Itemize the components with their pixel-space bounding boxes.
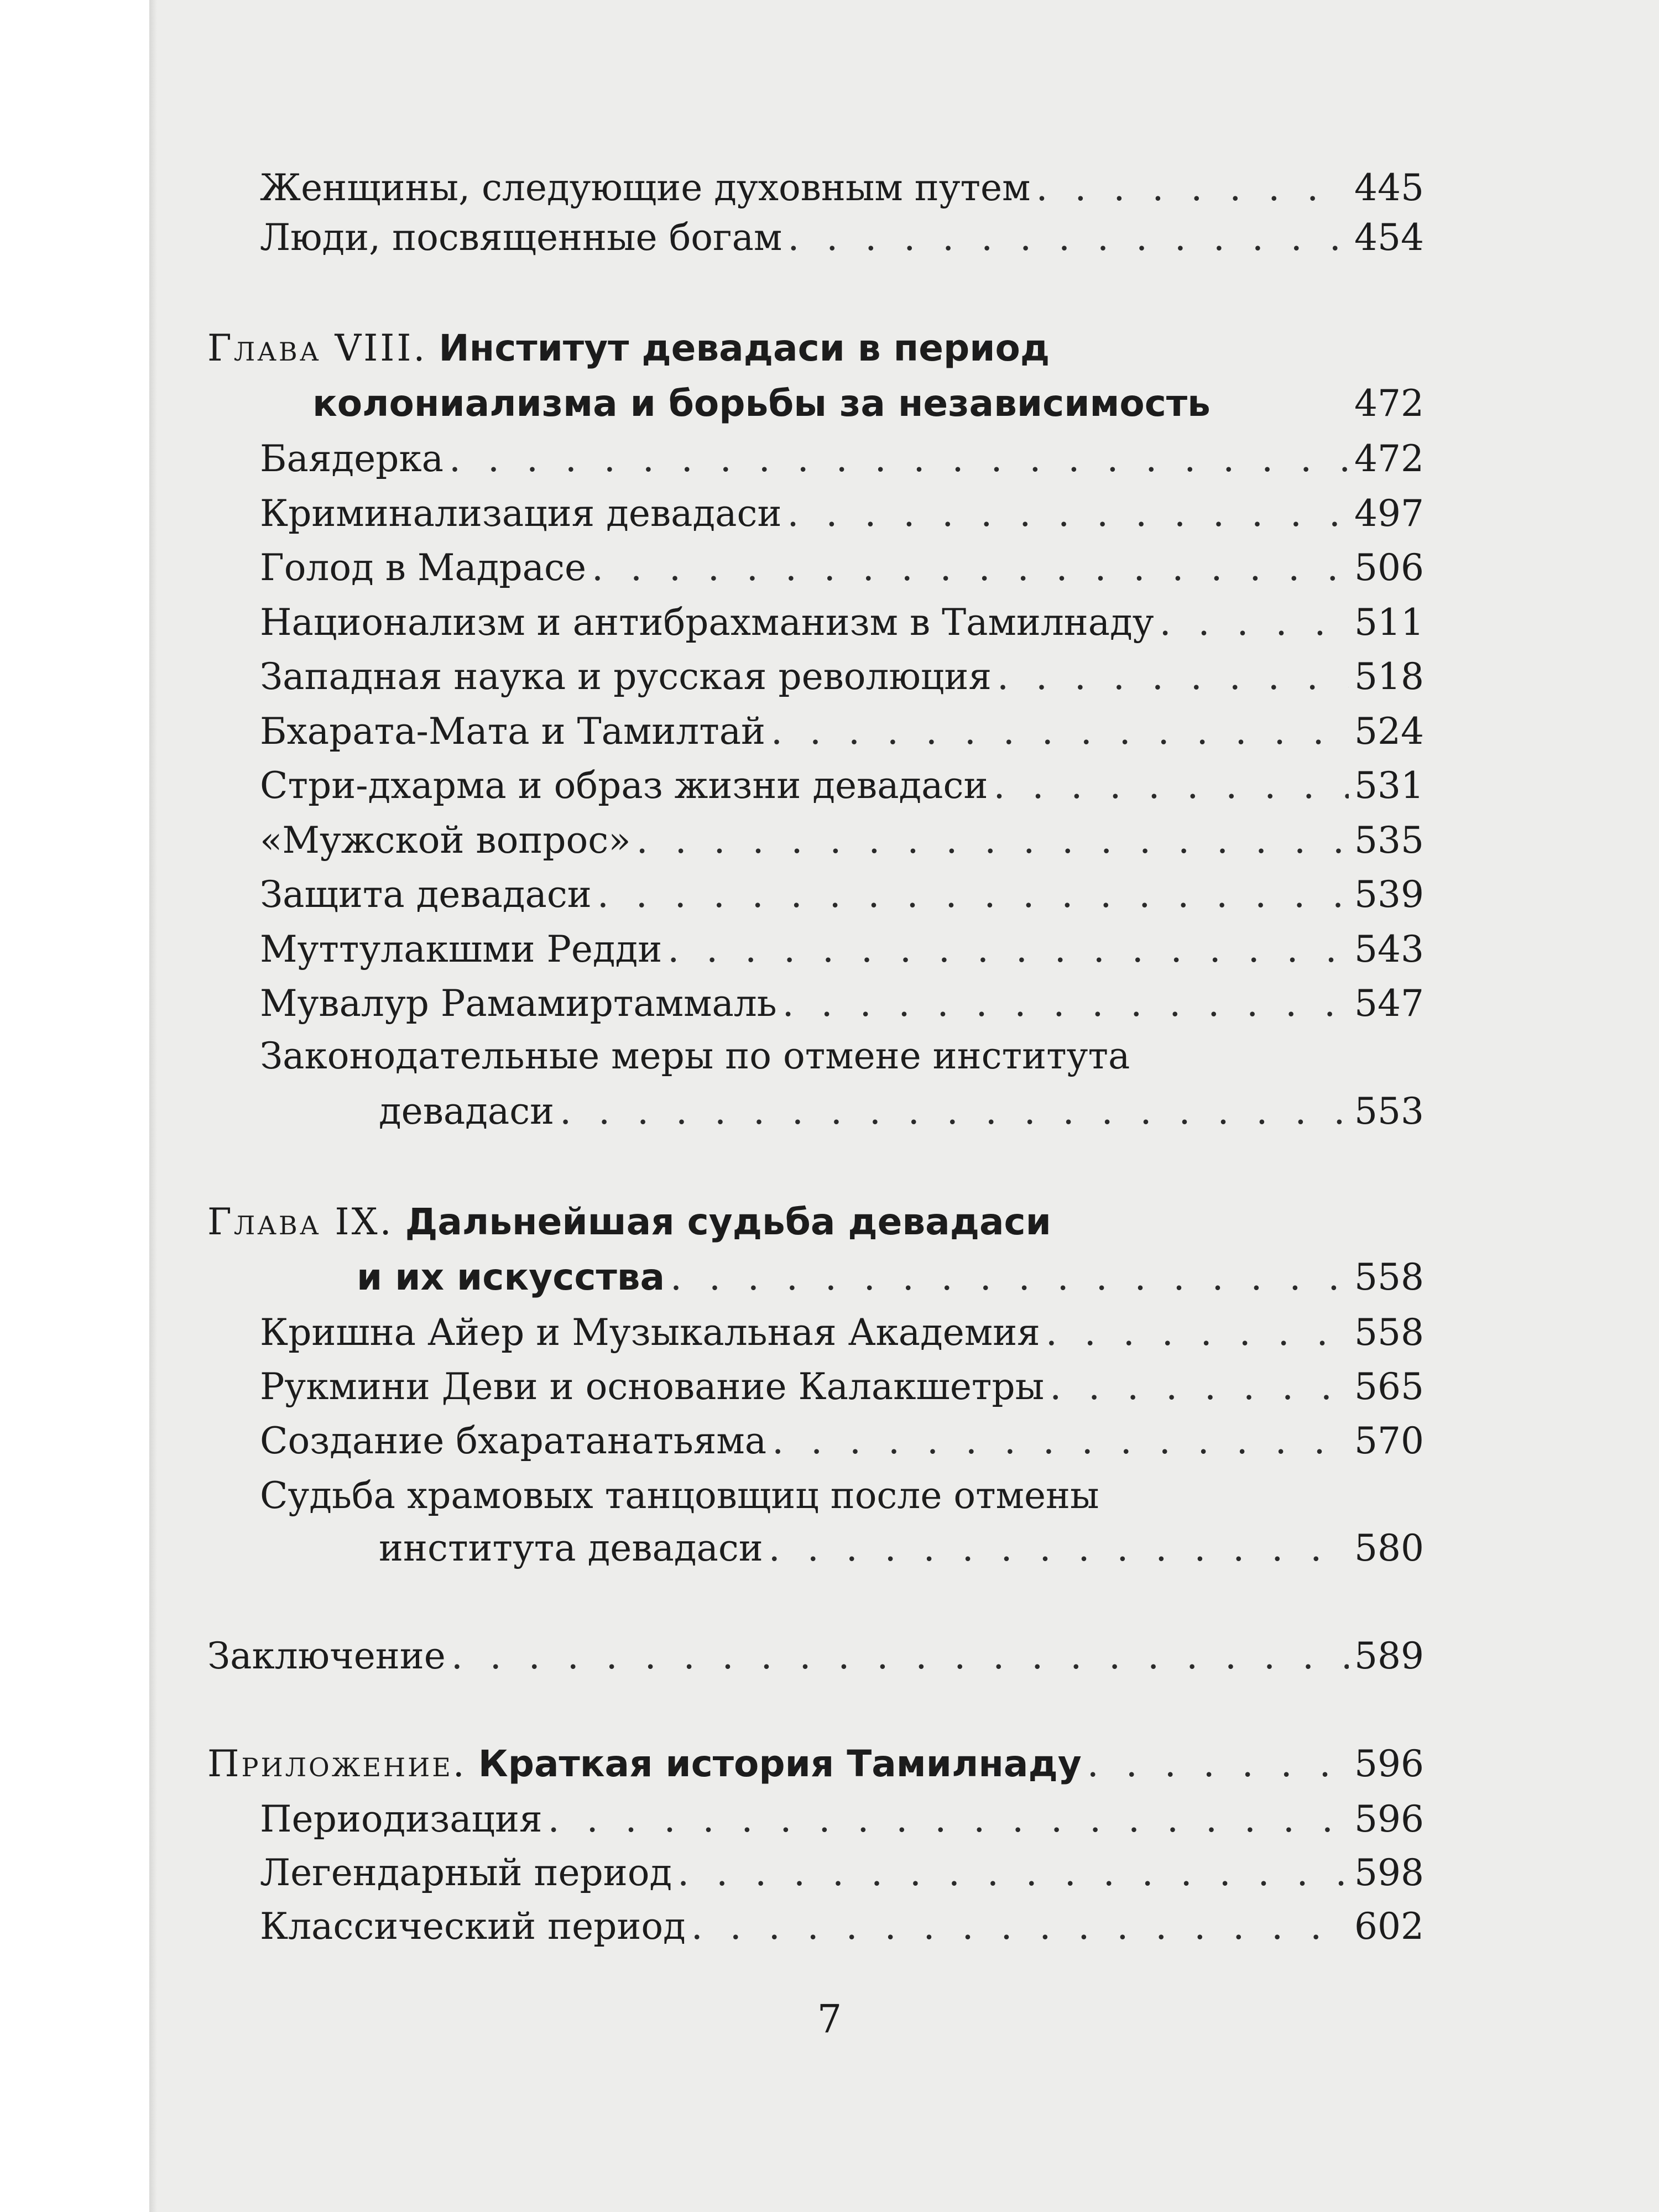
leader-dots [1036, 166, 1349, 210]
leader-dots [677, 1851, 1349, 1895]
leader-dots [548, 1797, 1349, 1841]
toc-entry [260, 655, 1424, 699]
appendix-title: Краткая история Тамилнаду [478, 1743, 1082, 1785]
conclusion-label: Заключение [207, 1635, 446, 1677]
toc-entry-label: Кришна Айер и Музыкальная Академия [260, 1311, 1040, 1354]
leader-dots [560, 1089, 1349, 1134]
toc-entry-page: 445 [1354, 166, 1424, 209]
toc-entry-label: Голод в Мадрасе [260, 546, 587, 589]
toc-entry-page: 547 [1354, 982, 1424, 1025]
toc-entry-page: 497 [1354, 492, 1424, 535]
toc-entry-label: Женщины, следующие духовным путем [260, 166, 1031, 209]
conclusion-page: 589 [1354, 1635, 1424, 1677]
chapter-8-heading [207, 326, 1050, 371]
toc-entry-page: 543 [1354, 927, 1424, 971]
appendix-heading [207, 1742, 1424, 1786]
toc-entry-page: 454 [1354, 216, 1424, 259]
toc-entry-page: 558 [1354, 1311, 1424, 1354]
toc-entry [260, 1905, 1424, 1949]
leader-dots [449, 437, 1349, 481]
toc-entry-page: 602 [1354, 1905, 1424, 1948]
chapter-9-title-line2: и их искусства [357, 1256, 665, 1298]
leader-dots [787, 216, 1349, 260]
conclusion-entry [207, 1634, 1424, 1678]
leader-dots [667, 927, 1349, 972]
toc-entry [260, 216, 1424, 260]
toc-entry-page: 598 [1354, 1851, 1424, 1894]
appendix-prefix: Приложение. [207, 1743, 467, 1785]
toc-entry-page: 472 [1354, 437, 1424, 480]
leader-dots [787, 492, 1349, 536]
toc-entry-label: Стри-дхарма и образ жизни девадаси [260, 764, 988, 807]
appendix-page: 596 [1354, 1743, 1424, 1785]
toc-entry-multiline [260, 1034, 1130, 1078]
toc-entry [260, 546, 1424, 590]
toc-entry [260, 982, 1424, 1026]
chapter-9-prefix: Глава IX. [207, 1201, 394, 1243]
toc-entry [260, 1797, 1424, 1841]
toc-entry-page: 565 [1354, 1365, 1424, 1408]
leader-dots [1160, 601, 1349, 645]
chapter-8-title-entry [312, 382, 1424, 426]
toc-entry-label: Западная наука и русская революция [260, 655, 992, 698]
toc-entry-label-line1: Судьба храмовых танцовщиц после отмены [260, 1474, 1099, 1517]
chapter-8-page: 472 [1354, 382, 1424, 425]
leader-dots [637, 818, 1349, 863]
toc-entry-label: Легендарный период [260, 1851, 672, 1894]
toc-entry-label: Муттулакшми Редди [260, 927, 662, 971]
leader-dots [670, 1255, 1349, 1300]
leader-dots [691, 1905, 1349, 1949]
leader-dots [769, 1526, 1349, 1571]
toc-entry-label: Баядерка [260, 437, 444, 480]
toc-entry-label-line1: Законодательные меры по отмене института [260, 1035, 1130, 1077]
toc-entry [260, 166, 1424, 210]
toc-entry [260, 709, 1424, 754]
toc-entry-label: Мувалур Рамамиртаммаль [260, 982, 777, 1025]
toc-entry-label-line2: института девадаси [379, 1527, 763, 1569]
chapter-8-title-line2: колониализма и борьбы за независимость [312, 382, 1211, 425]
chapter-8-title-line1: Институт девадаси в период [439, 327, 1050, 369]
toc-entry-page: 580 [1354, 1527, 1424, 1569]
leader-dots [771, 709, 1349, 754]
appendix-heading-text [207, 1742, 1082, 1786]
chapter-8-prefix: Глава VIII. [207, 327, 427, 369]
toc-entry-page: 596 [1354, 1798, 1424, 1840]
chapter-9-heading [207, 1200, 1051, 1244]
toc-entry-page: 518 [1354, 655, 1424, 698]
leader-dots [1050, 1365, 1349, 1409]
toc-entry [379, 1089, 1424, 1134]
toc-entry-label: Люди, посвященные богам [260, 216, 782, 259]
leader-dots [782, 982, 1349, 1026]
toc-entry-page: 531 [1354, 764, 1424, 807]
toc-entry [260, 927, 1424, 972]
leader-dots [994, 764, 1349, 808]
toc-entry-page: 570 [1354, 1420, 1424, 1462]
page-number: 7 [817, 1996, 842, 2042]
toc-entry-page: 524 [1354, 709, 1424, 753]
toc-entry-label: Бхарата-Мата и Тамилтай [260, 709, 766, 753]
toc-entry-label: Периодизация [260, 1798, 542, 1840]
toc-entry [260, 873, 1424, 917]
toc-entry [260, 1311, 1424, 1355]
toc-entry-label: Рукмини Деви и основание Калакшетры [260, 1365, 1045, 1408]
leader-dots [997, 655, 1349, 699]
leader-dots [597, 873, 1349, 917]
toc-entry [260, 492, 1424, 536]
toc-entry-label: «Мужской вопрос» [260, 818, 631, 862]
toc-entry-label: Криминализация девадаси [260, 492, 782, 535]
toc-entry-multiline [260, 1474, 1099, 1518]
toc-entry [260, 818, 1424, 863]
chapter-9-title-line1: Дальнейшая судьба девадаси [405, 1201, 1051, 1243]
toc-entry-page: 506 [1354, 546, 1424, 589]
toc-entry-page: 539 [1354, 873, 1424, 916]
toc-entry [260, 601, 1424, 645]
toc-entry-page: 553 [1354, 1090, 1424, 1133]
toc-entry-label-line2: девадаси [379, 1090, 555, 1133]
toc-entry-label: Создание бхаратанатьяма [260, 1420, 767, 1462]
toc-entry [260, 1365, 1424, 1409]
toc-entry-label: Классический период [260, 1905, 686, 1948]
toc-entry [260, 764, 1424, 808]
toc-entry [379, 1526, 1424, 1571]
leader-dots [592, 546, 1349, 590]
leader-dots [451, 1634, 1349, 1678]
leader-dots [772, 1419, 1349, 1463]
toc-entry-page: 511 [1354, 601, 1424, 644]
toc-entry [260, 1851, 1424, 1895]
toc-entry [260, 1419, 1424, 1463]
leader-dots [1046, 1311, 1349, 1355]
leader-dots [1087, 1742, 1349, 1786]
chapter-9-page: 558 [1354, 1256, 1424, 1298]
toc-entry-label: Национализм и антибрахманизм в Тамилнаду [260, 601, 1154, 644]
toc-entry-label: Защита девадаси [260, 873, 592, 916]
toc-entry-page: 535 [1354, 818, 1424, 862]
chapter-9-title-entry [357, 1255, 1424, 1300]
toc-entry [260, 437, 1424, 481]
